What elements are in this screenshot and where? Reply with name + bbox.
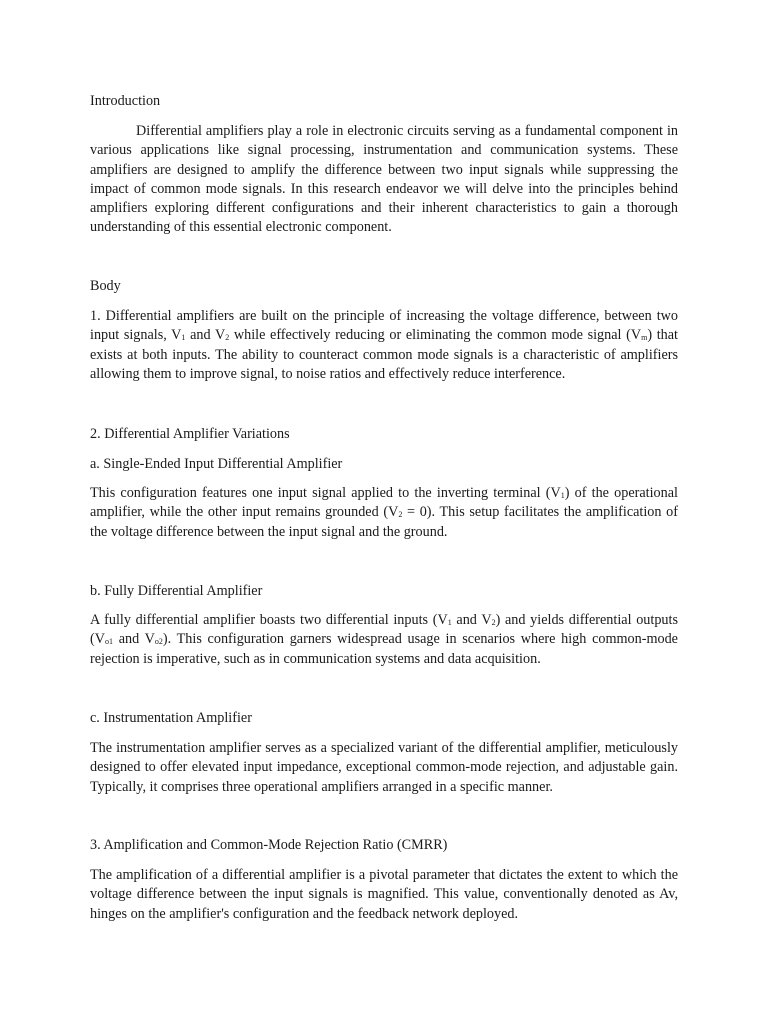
subheading-single-ended: a. Single-Ended Input Differential Amplifier — [90, 456, 343, 472]
body-paragraph-1: 1. Differential amplifiers are built on the principle of increasing the voltage difference, between two input signals, $V_1$ and $V_2$ while effectively reducing or eliminating the common mode signal $(V_m)$ that exists at both inputs. The ability to counteract common mode signals is a characteristic of amplifiers allowing them to improve signal, to noise ratios and effectively reduce interference. — [90, 308, 678, 382]
single-ended-paragraph: This configuration features one input signal applied to the inverting terminal $(V_1)$ of the operational amplifier, while the other input remains grounded $(V_2 = 0)$. This setup facilitates the amplification of the voltage difference between the input signal and the ground. — [90, 485, 678, 540]
subheading-fully-differential: b. Fully Differential Amplifier — [90, 583, 263, 599]
introduction-paragraph: Differential amplifiers play a role in electronic circuits serving as a fundamental component in various applications like signal processing, instrumentation and communication systems. These amplifiers are designed to amplify the difference between two input signals while suppressing the impact of common mode signals. In this research endeavor we will delve into the principles behind amplifiers exploring different configurations and their inherent characteristics to gain a thorough understanding of this essential electronic component. — [90, 123, 678, 236]
cmrr-paragraph: The amplification of a differential amplifier is a pivotal parameter that dictates the extent to which the voltage difference between the input signals is magnified. This value, conventionally denoted as Av, hinges on the amplifier's configuration and the feedback network deployed. — [90, 867, 678, 922]
section-heading-cmrr: 3. Amplification and Common-Mode Rejection Ratio (CMRR) — [90, 837, 448, 853]
section-heading-variations: 2. Differential Amplifier Variations — [90, 426, 290, 442]
subheading-instrumentation: c. Instrumentation Amplifier — [90, 710, 252, 726]
section-heading-body: Body — [90, 278, 121, 294]
fully-differential-paragraph: A fully differential amplifier boasts two differential inputs ($V_1$ and $V_2$) and yields differential outputs ($V_{o1}$ and $V_{o2}$). This configuration garners widespread usage in scenarios where high common-mode rejection is imperative, such as in communication systems and data acquisition. — [90, 612, 678, 667]
instrumentation-paragraph: The instrumentation amplifier serves as a specialized variant of the differential amplifier, meticulously designed to offer elevated input impedance, exceptional common-mode rejection, and adjustable gain. Typically, it comprises three operational amplifiers arranged in a specific manner. — [90, 740, 678, 795]
section-heading-introduction: Introduction — [90, 93, 161, 109]
